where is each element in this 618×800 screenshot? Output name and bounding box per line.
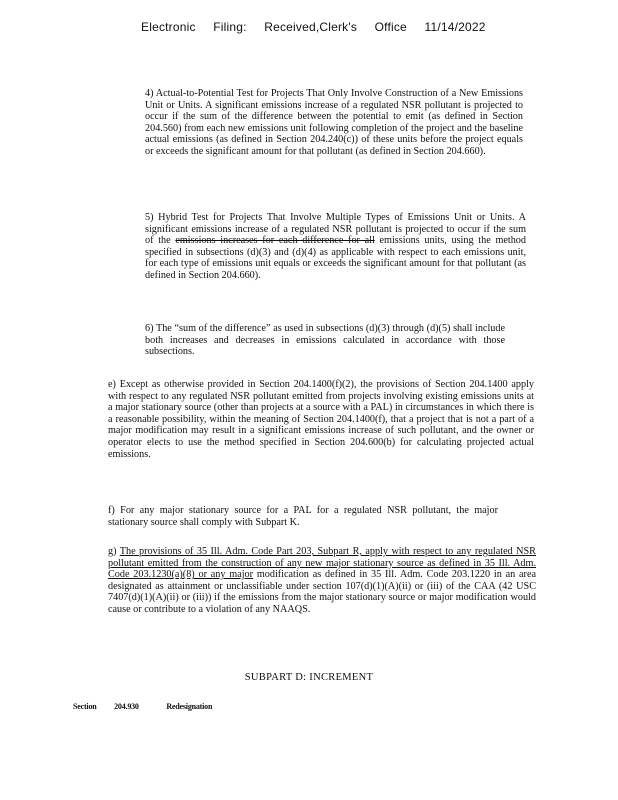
paragraph-g: [108, 546, 536, 616]
paragraph-d5-label: 5): [145, 212, 154, 223]
section-title: Redesignation: [166, 702, 213, 711]
paragraph-d5-deleted-text: emissions increases for each difference for all: [175, 235, 375, 247]
header-word-filing: Filing:: [213, 20, 247, 34]
paragraph-e-label: e): [108, 379, 116, 390]
paragraph-e: [108, 379, 534, 460]
paragraph-d5-text-b: emissions units, using the method specified in subsections (d)(3) and (d)(4) as applicable with respect to each emissions unit, for each type of emissions unit equals or exceeds the significant amount for that pollutant (as defined in Section 204.660).: [145, 235, 526, 281]
header-word-received: Received,Clerk's: [264, 20, 358, 34]
paragraph-d4-label: 4): [145, 88, 154, 99]
paragraph-f-text: For any major stationary source for a PAL for a regulated NSR pollutant, the major stationary source shall comply with Subpart K.: [108, 505, 498, 528]
section-number: 204.930: [114, 702, 139, 711]
paragraph-e-text: Except as otherwise provided in Section 204.1400(f)(2), the provisions of Section 204.1400 apply with respect to any regulated NSR pollutant emitted from projects involving existing emissions units at a major stationary source (other than projects at a source with a PAL) in circumstances in which there is a reasonable possibility, within the meaning of Section 204.1400(f), that a project that is not a part of a major modification may result in a significant emissions increase of such pollutant, and the owner or operator elects to use the method specified in Section 204.600(b) for calculating projected actual emissions.: [108, 379, 535, 460]
section-heading: [73, 702, 212, 711]
paragraph-d5: [145, 212, 526, 282]
paragraph-d5-text-a: Hybrid Test for Projects That Involve Multiple Types of Emissions Unit or Units. A significant emissions increase of a regulated NSR pollutant is projected to occur if the sum of the: [145, 212, 527, 247]
paragraph-d6-text: The “sum of the difference” as used in subsections (d)(3) through (d)(5) shall include both increases and decreases in emissions calculated in accordance with those subsections.: [145, 323, 505, 358]
subpart-heading: SUBPART D: INCREMENT: [244, 672, 374, 683]
paragraph-d6-label: 6): [145, 323, 154, 334]
header-date: 11/14/2022: [424, 20, 486, 34]
paragraph-g-text: modification as defined in 35 Ill. Adm. Code 203.1220 in an area designated as attainment or unclassifiable under section 107(d)(1)(A)(ii) or (iii) of the CAA (42 USC 7407(d)(1)(A)(ii) or (iii)) if the emissions from the major stationary source or major modification would cause or contribute to a violation of any NAAQS.: [108, 569, 536, 615]
paragraph-g-label: g): [108, 546, 117, 557]
paragraph-f-label: f): [108, 505, 115, 516]
section-label: Section: [73, 702, 97, 711]
paragraph-d4-text: Actual-to-Potential Test for Projects That Only Involve Construction of a New Emissions Unit or Units. A significant emissions increase of a regulated NSR pollutant is projected to occur if the sum of the difference between the potential to emit (as defined in Section 204.560) from each new emissions unit following completion of the project and the baseline actual emissions (as defined in Section 204.240(c)) of these units before the project equals or exceeds the significant amount for that pollutant (as defined in Section 204.660).: [145, 88, 524, 157]
paragraph-d6: [145, 323, 505, 358]
header-word-office: Office: [374, 20, 407, 34]
paragraph-g-added-text: The provisions of 35 Ill. Adm. Code Part 203, Subpart R, apply with respect to any regulated NSR pollutant emitted from the construction of any new major stationary source as defined in 35 Ill. Adm. Code 203.1230(a)(8) or any major: [108, 546, 536, 581]
paragraph-f: [108, 505, 498, 528]
filing-header: [141, 20, 500, 34]
header-word-electronic: Electronic: [141, 20, 196, 34]
paragraph-d4: [145, 88, 523, 158]
